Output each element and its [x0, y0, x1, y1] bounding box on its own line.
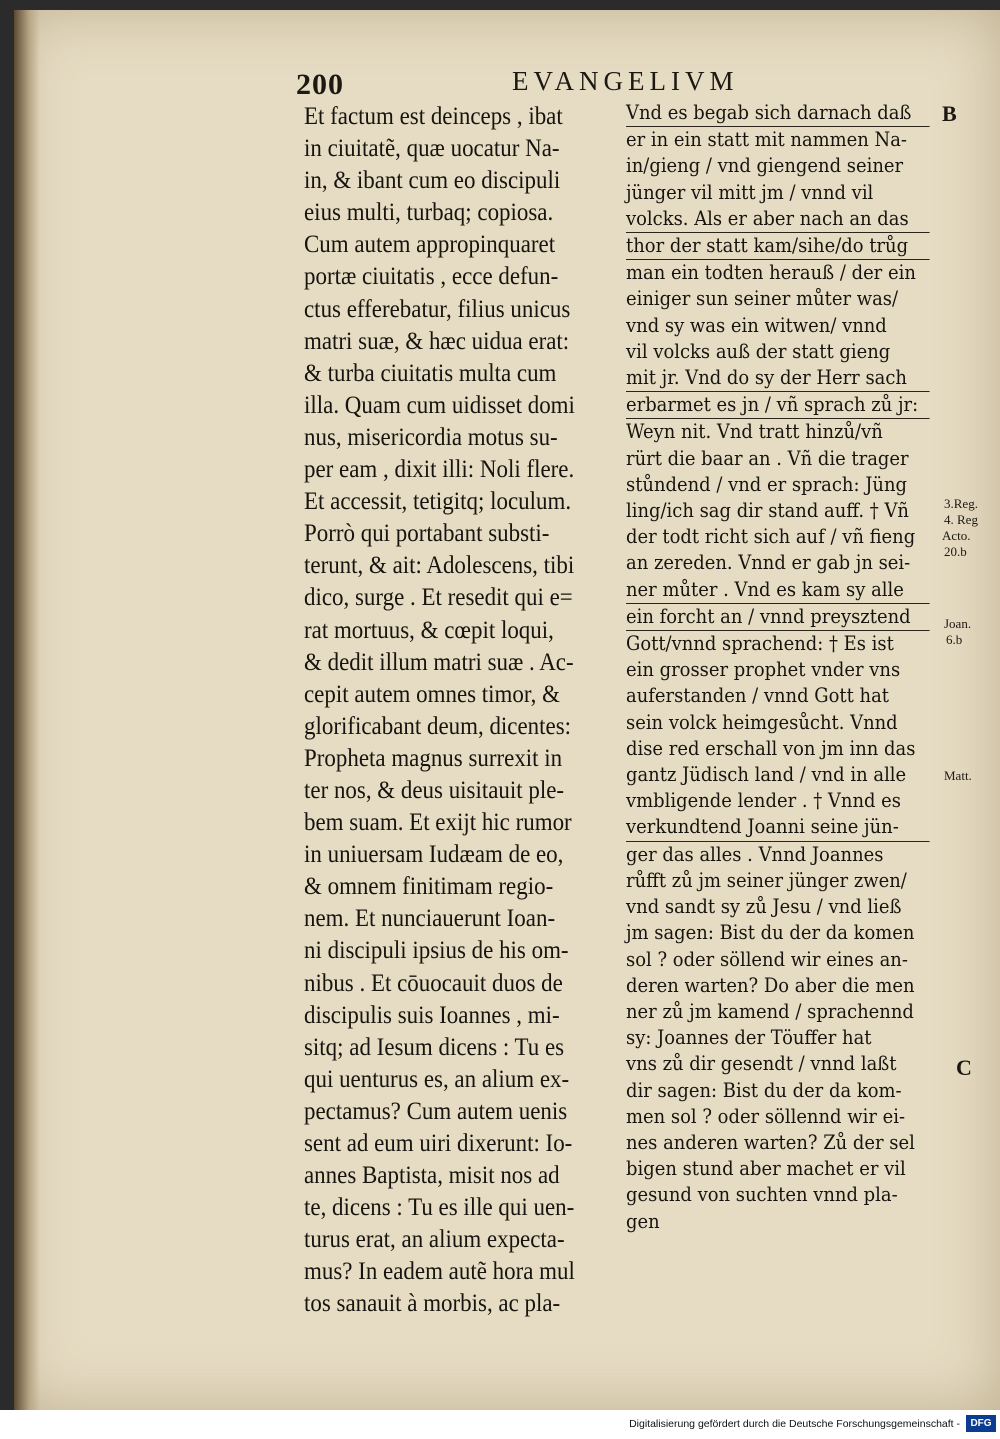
text-line: Porrò qui portabant substi-	[304, 518, 550, 548]
text-line: in ciuitatẽ, quæ uocatur Na-	[304, 133, 560, 163]
margin-letter-c: C	[956, 1055, 972, 1080]
text-line: tos sanauit à morbis, ac pla-	[304, 1288, 561, 1318]
text-line: men sol ? oder söllennd wir ei-	[626, 1104, 906, 1128]
text-line: deren warten? Do aber die men	[626, 973, 915, 997]
text-line: pectamus? Cum autem uenis	[304, 1095, 568, 1125]
margin-reference: Acto.	[942, 528, 971, 543]
text-line: sitq; ad Iesum dicens : Tu es	[304, 1031, 565, 1061]
text-line: annes Baptista, misit nos ad	[304, 1160, 560, 1190]
text-line: Cum autem appropinquaret	[304, 229, 556, 259]
text-line: in uniuersam Iudæam de eo,	[304, 839, 564, 869]
margin-reference: Joan.	[944, 616, 972, 631]
text-line: nem. Et nunciauerunt Ioan-	[304, 903, 556, 933]
text-line: jm sagen: Bist du der da komen	[626, 921, 915, 945]
text-line: sent ad eum uiri dixerunt: Io-	[304, 1128, 573, 1157]
text-line: ner můter . Vnd es kam sy alle	[626, 577, 930, 604]
text-line: bigen stund aber machet er vil	[626, 1157, 906, 1181]
text-line: ctus efferebatur, filius unicus	[304, 293, 571, 323]
text-line: Gott/vnnd sprachend: † Es ist	[626, 632, 894, 656]
text-line: dise red erschall von jm inn das	[626, 736, 916, 760]
text-line: discipulis suis Ioannes , mi-	[304, 999, 560, 1029]
text-line: ein forcht an / vnnd preysztend	[626, 604, 930, 631]
text-line: bem suam. Et exijt hic rumor	[304, 807, 572, 837]
text-line: te, dicens : Tu es ille qui uen-	[304, 1192, 575, 1222]
text-line: qui uenturus es, an alium ex-	[304, 1063, 570, 1093]
text-line: Et accessit, tetigitq; loculum.	[304, 486, 572, 516]
text-line: cepit autem omnes timor, &	[304, 678, 560, 708]
running-title: EVANGELIVM	[512, 66, 739, 96]
text-line: ger das alles . Vnnd Joannes	[626, 842, 884, 866]
text-line: gesund von suchten vnnd pla-	[626, 1183, 898, 1207]
text-line: erbarmet es jn / vñ sprach zů jr:	[626, 392, 930, 419]
text-line: illa. Quam cum uidisset domi	[304, 389, 575, 419]
dfg-logo: DFG	[966, 1415, 996, 1432]
text-line: rürt die baar an . Vñ die trager	[626, 446, 909, 470]
text-line: vns zů dir gesendt / vnnd laßt	[626, 1052, 897, 1076]
text-line: ling/ich sag dir stand auff. † Vñ	[626, 499, 909, 523]
text-line: dir sagen: Bist du der da kom-	[626, 1078, 902, 1102]
text-line: der todt richt sich auf / vñ fieng	[626, 525, 916, 549]
margin-reference: 3.Reg.	[944, 496, 978, 511]
text-line: einiger sun seiner můter was/	[626, 287, 899, 311]
text-line: & turba ciuitatis multa cum	[304, 357, 557, 387]
page-number: 200	[296, 68, 344, 101]
text-line: rat mortuus, & cœpit loqui,	[304, 614, 554, 644]
text-line: dico, surge . Et resedit qui e=	[304, 582, 573, 612]
text-line: sy: Joannes der Töuffer hat	[626, 1026, 872, 1050]
text-line: ner zů jm kamend / sprachennd	[626, 999, 914, 1023]
digitization-footer	[0, 1410, 1000, 1439]
text-line: nes anderen warten? Zů der sel	[626, 1130, 915, 1154]
text-line: in/gieng / vnd giengend seiner	[626, 154, 904, 178]
text-line: Vnd es begab sich darnach daß	[626, 100, 930, 127]
text-line: ter nos, & deus uisitauit ple-	[304, 774, 565, 804]
text-line: nus, misericordia motus su-	[304, 421, 558, 451]
text-line: verkundtend Joanni seine jün-	[626, 814, 930, 841]
text-line: portæ ciuitatis , ecce defun-	[304, 261, 559, 291]
text-line: vil volcks auß der statt gieng	[626, 339, 891, 363]
text-line: an zereden. Vnnd er gab jn sei-	[626, 551, 911, 575]
text-line: vmbligende lender . † Vnnd es	[626, 789, 902, 813]
text-line: sol ? oder söllend wir eines an-	[626, 947, 908, 971]
margin-reference: 20.b	[944, 544, 967, 559]
text-line: turus erat, an alium expecta-	[304, 1224, 565, 1254]
margin-reference: 4. Reg	[944, 512, 978, 527]
text-line: ni discipuli ipsius de his om-	[304, 935, 569, 965]
text-line: stůndend / vnd er sprach: Jüng	[626, 472, 907, 496]
german-text-column	[626, 100, 956, 1235]
book-spine-shadow	[14, 10, 40, 1410]
text-line: in, & ibant cum eo discipuli	[304, 165, 561, 195]
text-line: jünger vil mitt jm / vnnd vil	[626, 180, 874, 204]
latin-text-column	[304, 100, 634, 1320]
margin-reference: 6.b	[946, 632, 963, 647]
text-line: thor der statt kam/sihe/do trůg	[626, 233, 930, 260]
text-line: man ein todten herauß / der ein	[626, 261, 916, 285]
text-line: Propheta magnus surrexit in	[304, 742, 563, 772]
text-line: matri suæ, & hæc uidua erat:	[304, 325, 570, 355]
text-line: gen	[626, 1209, 660, 1233]
text-line: Et factum est deinceps , ibat	[304, 101, 563, 130]
text-line: terunt, & ait: Adolescens, tibi	[304, 550, 575, 580]
text-line: vnd sandt sy zů Jesu / vnd ließ	[626, 895, 902, 919]
text-line: & dedit illum matri suæ . Ac-	[304, 646, 574, 676]
text-line: glorificabant deum, dicentes:	[304, 710, 572, 740]
text-line: mus? In eadem autẽ hora mul	[304, 1256, 575, 1286]
text-line: volcks. Als er aber nach an das	[626, 206, 930, 233]
text-line: er in ein statt mit nammen Na-	[626, 128, 908, 152]
text-line: nibus . Et cōuocauit duos de	[304, 967, 563, 997]
funding-notice: Digitalisierung gefördert durch die Deutsche Forschungsgemeinschaft -	[629, 1418, 960, 1430]
text-line: sein volck heimgesůcht. Vnnd	[626, 710, 898, 734]
text-line: eius multi, turbaq; copiosa.	[304, 197, 554, 227]
margin-reference: Matt.	[944, 768, 972, 783]
text-line: gantz Jüdisch land / vnd in alle	[626, 763, 907, 787]
text-line: & omnem finitimam regio-	[304, 871, 554, 901]
book-page	[14, 10, 1000, 1410]
text-line: Weyn nit. Vnd tratt hinzů/vñ	[626, 420, 883, 444]
text-line: ein grosser prophet vnder vns	[626, 658, 901, 682]
text-line: auferstanden / vnnd Gott hat	[626, 684, 890, 708]
text-line: růfft zů jm seiner jünger zwen/	[626, 868, 907, 892]
margin-letter-b: B	[942, 101, 957, 126]
text-line: per eam , dixit illi: Noli flere.	[304, 454, 575, 484]
text-line: vnd sy was ein witwen/ vnnd	[626, 313, 887, 337]
text-line: mit jr. Vnd do sy der Herr sach	[626, 365, 930, 392]
